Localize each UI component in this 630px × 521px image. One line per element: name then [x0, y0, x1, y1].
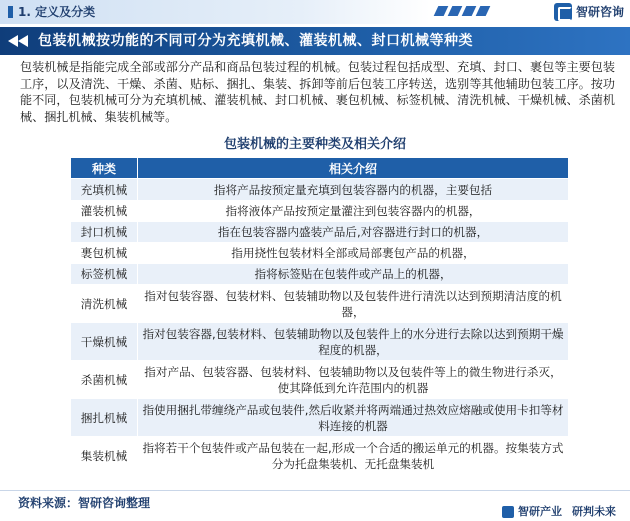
decorative-dashes [436, 6, 488, 16]
footer [0, 490, 630, 521]
row-description: 指将标签贴在包装件或产品上的机器， [138, 264, 569, 285]
table-row [71, 361, 569, 399]
intro-paragraph: 包装机械是指能完成全部或部分产品和商品包装过程的机械。包装过程包括成型、充填、封口、裹包等主要包装工序，以及清洗、干燥、杀菌、贴标、捆扎、集装、拆卸等前后包装工序转送，选别等其他辅助包装工序。按功能不同，包装机械可分为充填机械、灌装机械、封口机械、裹包机械、标签机械、清洗机械、干燥机械、杀菌机械、捆扎机械、集装机械等。 [20, 60, 615, 124]
double-arrow-icon [8, 35, 32, 47]
row-type: 清洗机械 [71, 285, 138, 323]
row-type: 干燥机械 [71, 323, 138, 361]
table-row [71, 243, 569, 264]
footer-brand [502, 505, 616, 519]
table-row [71, 179, 569, 201]
table-row [71, 437, 569, 475]
row-description: 指使用捆扎带缠绕产品或包装件,然后收紧并将两端通过热效应熔融或使用卡扣等材料连接的机器 [138, 399, 569, 437]
data-source: 资料来源：智研咨询整理 [18, 496, 151, 510]
footer-logo-icon [502, 506, 514, 518]
brand [554, 2, 624, 22]
row-description: 指将产品按预定量充填到包装容器内的机器，主要包括 [138, 179, 569, 201]
row-type: 捆扎机械 [71, 399, 138, 437]
row-description: 指在包装容器内盛装产品后,对容器进行封口的机器， [138, 222, 569, 243]
row-type: 集装机械 [71, 437, 138, 475]
table-row [71, 264, 569, 285]
row-description: 指对包装容器,包装材料、包装辅助物以及包装件上的水分进行去除以达到预期干燥程度的机器， [138, 323, 569, 361]
table-header-row [71, 158, 569, 179]
row-type: 裹包机械 [71, 243, 138, 264]
row-description: 指对产品、包装容器、包装材料、包装辅助物以及包装件等上的微生物进行杀灭，使其降低到允许范围内的机器 [138, 361, 569, 399]
column-header-description: 相关介绍 [138, 158, 569, 179]
row-type: 灌装机械 [71, 201, 138, 222]
footer-brand-name: 智研产业 [518, 505, 562, 518]
column-header-type: 种类 [71, 158, 138, 179]
page-title: 包装机械按功能的不同可分为充填机械、灌装机械、封口机械等种类 [38, 33, 473, 49]
table-row [71, 323, 569, 361]
section-label: 1. 定义及分类 [18, 5, 96, 19]
title-bar [0, 27, 630, 55]
table-row [71, 285, 569, 323]
row-description: 指将液体产品按预定量灌注到包装容器内的机器， [138, 201, 569, 222]
row-type: 标签机械 [71, 264, 138, 285]
machine-types-table [70, 157, 569, 475]
table-row [71, 399, 569, 437]
row-type: 杀菌机械 [71, 361, 138, 399]
row-type: 封口机械 [71, 222, 138, 243]
brand-name: 智研咨询 [575, 5, 624, 19]
brand-logo-icon [554, 3, 572, 21]
table-title: 包装机械的主要种类及相关介绍 [223, 137, 406, 152]
row-description: 指对包装容器、包装材料、包装辅助物以及包装件进行清洗以达到预期清洁度的机器， [138, 285, 569, 323]
footer-slogan: 研判未来 [572, 505, 616, 518]
table-row [71, 222, 569, 243]
row-description: 指用挠性包装材料全部或局部裹包产品的机器， [138, 243, 569, 264]
row-description: 指将若干个包装件或产品包装在一起,形成一个合适的搬运单元的机器。按集装方式分为托盘集装机、无托盘集装机 [138, 437, 569, 475]
top-bar [0, 0, 630, 24]
table-row [71, 201, 569, 222]
section-marker [8, 6, 13, 18]
row-type: 充填机械 [71, 179, 138, 201]
